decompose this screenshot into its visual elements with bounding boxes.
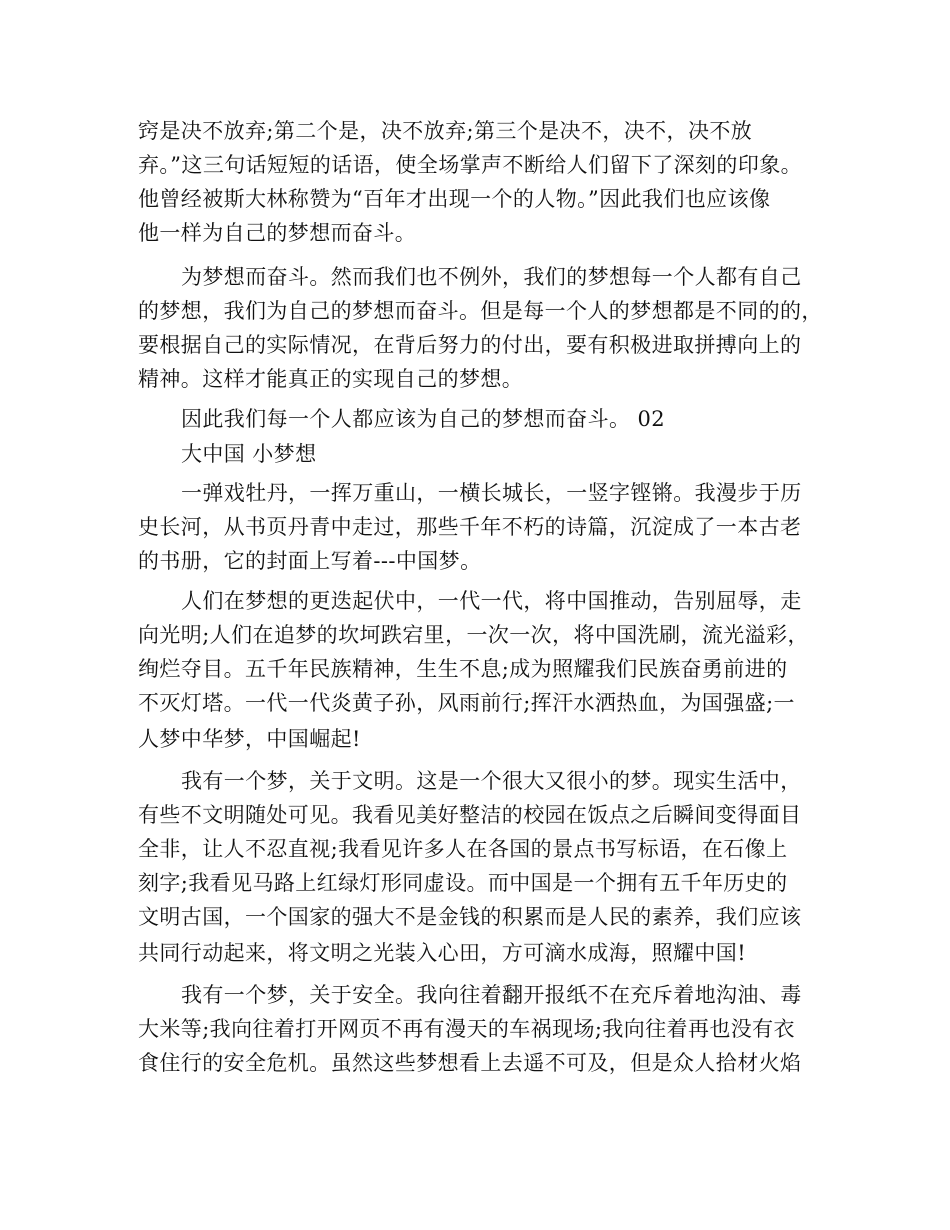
text-line: 文明古国，一个国家的强大不是金钱的积累而是人民的素养，我们应该 xyxy=(138,905,802,929)
paragraph-start: 因此我们每一个人都应该为自己的梦想而奋斗。 02 xyxy=(181,407,665,431)
text-line: 向光明;人们在追梦的坎坷跌宕里，一次一次，将中国洗刷，流光溢彩， xyxy=(138,623,809,647)
text-line: 的书册，它的封面上写着---中国梦。 xyxy=(138,549,482,573)
text-line: 弃。”这三句话短短的话语，使全场掌声不断给人们留下了深刻的印象。 xyxy=(138,153,803,177)
text-line: 全非，让人不忍直视;我看见许多人在各国的景点书写标语，在石像上 xyxy=(138,837,788,861)
text-line: 食住行的安全危机。虽然这些梦想看上去遥不可及，但是众人拾材火焰 xyxy=(138,1051,802,1075)
text-line: 共同行动起来，将文明之光装入心田，方可滴水成海，照耀中国! xyxy=(138,941,747,965)
paragraph-start: 为梦想而奋斗。然而我们也不例外，我们的梦想每一个人都有自己 xyxy=(181,265,802,289)
text-line: 不灭灯塔。一代一代炎黄子孙，风雨前行;挥汗水洒热血，为国强盛;一 xyxy=(138,691,795,715)
text-line: 有些不文明随处可见。我看见美好整洁的校园在饭点之后瞬间变得面目 xyxy=(138,803,802,827)
text-line: 史长河，从书页丹青中走过，那些千年不朽的诗篇，沉淀成了一本古老 xyxy=(138,515,802,539)
paragraph-start: 人们在梦想的更迭起伏中，一代一代，将中国推动，告别屈辱，走 xyxy=(181,589,802,613)
paragraph-start: 我有一个梦，关于文明。这是一个很大又很小的梦。现实生活中， xyxy=(181,769,802,793)
text-line: 窍是决不放弃;第二个是，决不放弃;第三个是决不，决不，决不放 xyxy=(138,119,753,143)
paragraph-start: 我有一个梦，关于安全。我向往着翻开报纸不在充斥着地沟油、毒 xyxy=(181,983,802,1007)
text-line: 他曾经被斯大林称赞为“百年才出现一个的人物。”因此我们也应该像 xyxy=(138,187,771,211)
text-line: 人梦中华梦，中国崛起! xyxy=(138,727,361,751)
text-line: 的梦想，我们为自己的梦想而奋斗。但是每一个人的梦想都是不同的的， xyxy=(138,299,823,323)
text-line: 精神。这样才能真正的实现自己的梦想。 xyxy=(138,367,524,391)
paragraph-start: 一弹戏牡丹，一挥万重山，一横长城长，一竖字铿锵。我漫步于历 xyxy=(181,481,802,505)
text-line: 刻字;我看见马路上红绿灯形同虚设。而中国是一个拥有五千年历史的 xyxy=(138,871,788,895)
text-line: 大米等;我向往着打开网页不再有漫天的车祸现场;我向往着再也没有衣 xyxy=(138,1017,795,1041)
text-line: 要根据自己的实际情况，在背后努力的付出，要有积极进取拼搏向上的 xyxy=(138,333,802,357)
section-title: 大中国 小梦想 xyxy=(181,442,317,466)
text-line: 他一样为自己的梦想而奋斗。 xyxy=(138,221,417,245)
text-line: 绚烂夺目。五千年民族精神，生生不息;成为照耀我们民族奋勇前进的 xyxy=(138,657,788,681)
